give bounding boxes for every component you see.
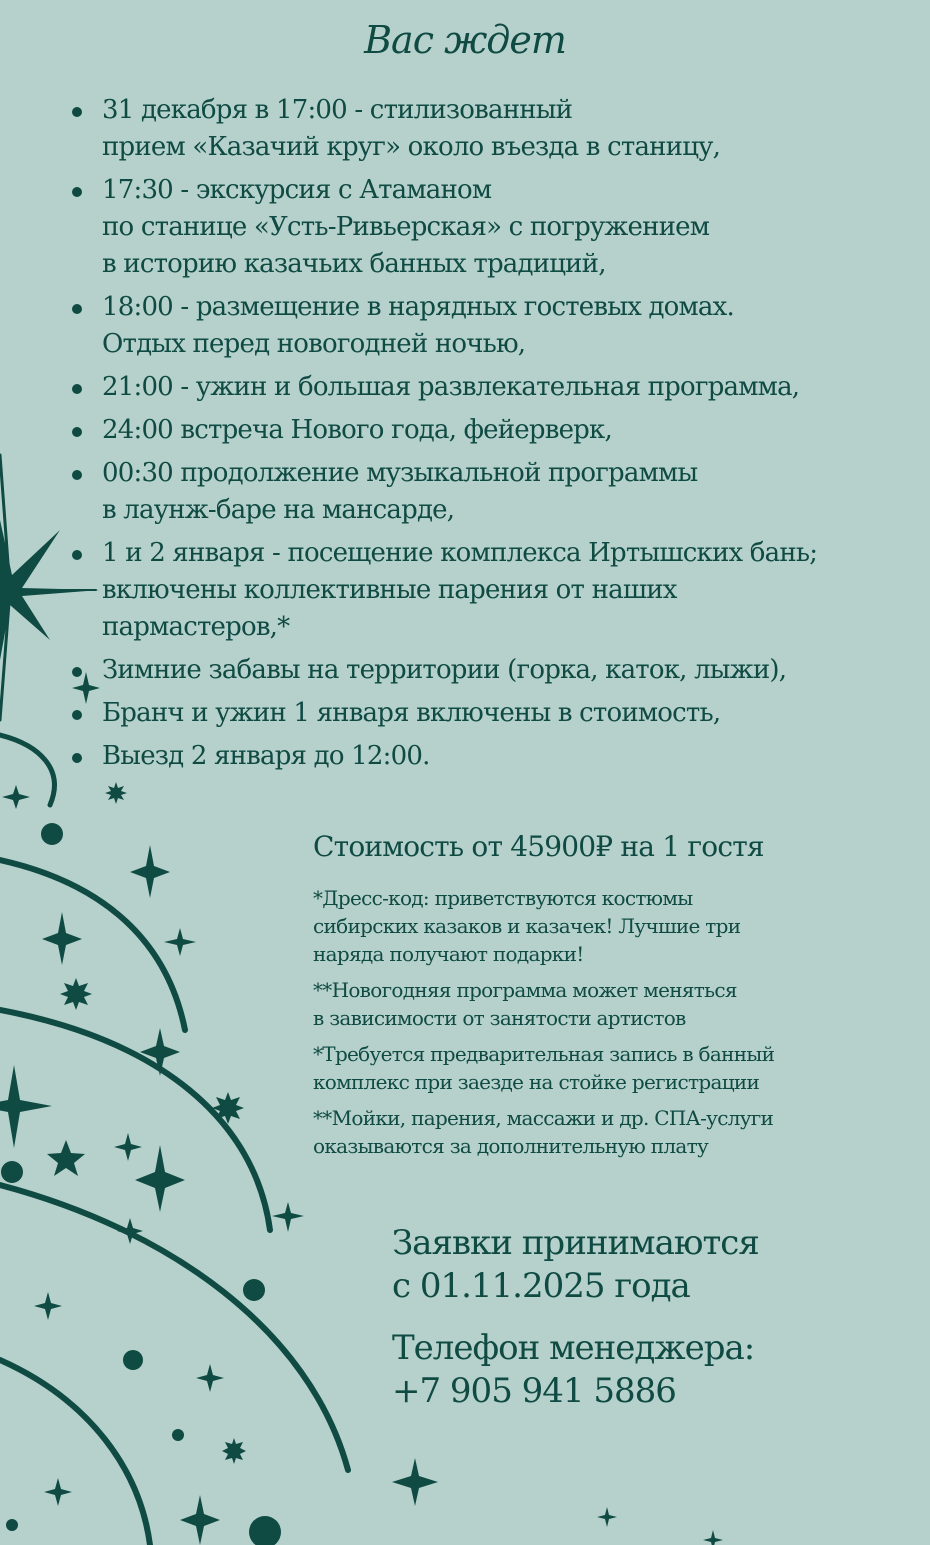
- sparkle-star-icon: [130, 845, 170, 898]
- phone-label: Телефон менеджера:: [392, 1328, 755, 1368]
- burst-icon: [105, 782, 127, 804]
- agenda-item: 18:00 - размещение в нарядных гостевых домах. Отдых перед новогодней ночью,: [102, 289, 862, 363]
- footnotes: [313, 884, 873, 1168]
- sparkle-star-icon: [135, 1145, 185, 1212]
- sparkle-star-icon: [272, 1202, 304, 1232]
- agenda-item: 17:30 - экскурсия с Атаманом по станице «Усть-Ривьерская» с погружением в историю казачьих банных традиций,: [102, 172, 862, 283]
- sparkle-star-icon: [44, 1478, 72, 1506]
- agenda-item: 21:00 - ужин и большая развлекательная программа,: [102, 369, 862, 406]
- sparkle-star-icon: [597, 1507, 617, 1527]
- phone-number[interactable]: +7 905 941 5886: [392, 1371, 676, 1411]
- tree-swirl-1: [0, 735, 54, 805]
- ornament-dot-icon: [172, 1429, 184, 1441]
- ornament-dot-icon: [41, 823, 63, 845]
- agenda-item: Бранч и ужин 1 января включены в стоимость,: [102, 695, 862, 732]
- sparkle-star-icon: [196, 1364, 224, 1392]
- price-heading: Стоимость от 45900₽ на 1 гостя: [313, 830, 764, 863]
- tree-swirl-5: [0, 1360, 150, 1545]
- sparkle-star-icon: [703, 1530, 723, 1545]
- sparkle-star-icon: [164, 928, 196, 956]
- ornament-dot-icon: [243, 1279, 265, 1301]
- sparkle-star-icon: [140, 1028, 180, 1076]
- agenda-list: [102, 92, 862, 781]
- agenda-item: Выезд 2 января до 12:00.: [102, 738, 862, 775]
- sparkle-star-icon: [2, 785, 30, 809]
- sparkle-star-icon: [180, 1495, 220, 1545]
- sparkle-star-icon: [114, 1133, 142, 1161]
- sparkle-star-icon: [34, 1292, 62, 1320]
- ornament-dot-icon: [1, 1161, 23, 1183]
- footnote-bath-booking: *Требуется предварительная запись в банный комплекс при заезде на стойке регистрации: [313, 1042, 775, 1094]
- tree-swirl-2: [0, 860, 185, 1030]
- agenda-item: Зимние забавы на территории (горка, каток, лыжи),: [102, 652, 862, 689]
- tree-swirl-4: [0, 1185, 348, 1470]
- page-title: Вас ждет: [364, 18, 566, 62]
- agenda-item: 31 декабря в 17:00 - стилизованный прием «Казачий круг» около въезда в станицу,: [102, 92, 862, 166]
- burst-icon: [222, 1438, 246, 1464]
- sparkle-star-icon: [392, 1458, 438, 1506]
- footnote-dress-code: *Дресс-код: приветствуются костюмы сибирских казаков и казачек! Лучшие три наряда получают подарки!: [313, 886, 741, 966]
- agenda-item: 24:00 встреча Нового года, фейерверк,: [102, 412, 862, 449]
- phone-block: [392, 1327, 754, 1413]
- sparkle-star-icon: [0, 1065, 52, 1148]
- agenda-item: 00:30 продолжение музыкальной программы в лаунж-баре на мансарде,: [102, 455, 862, 529]
- ornament-dot-icon: [249, 1516, 281, 1545]
- footnote-spa-services: **Мойки, парения, массажи и др. СПА-услуги оказываются за дополнительную плату: [313, 1106, 774, 1158]
- star-icon: [47, 1140, 85, 1176]
- ornament-dot-icon: [123, 1350, 143, 1370]
- tree-top-burst-icon: [0, 520, 100, 660]
- agenda-item: 1 и 2 января - посещение комплекса Иртышских бань; включены коллективные парения от наших пармастеров,*: [102, 535, 862, 646]
- sparkle-star-icon: [42, 912, 82, 965]
- applications-info: Заявки принимаются с 01.11.2025 года: [392, 1223, 759, 1306]
- footnote-program-change: **Новогодняя программа может меняться в зависимости от занятости артистов: [313, 978, 737, 1030]
- ornament-dot-icon: [6, 1519, 18, 1531]
- burst-icon: [60, 978, 92, 1010]
